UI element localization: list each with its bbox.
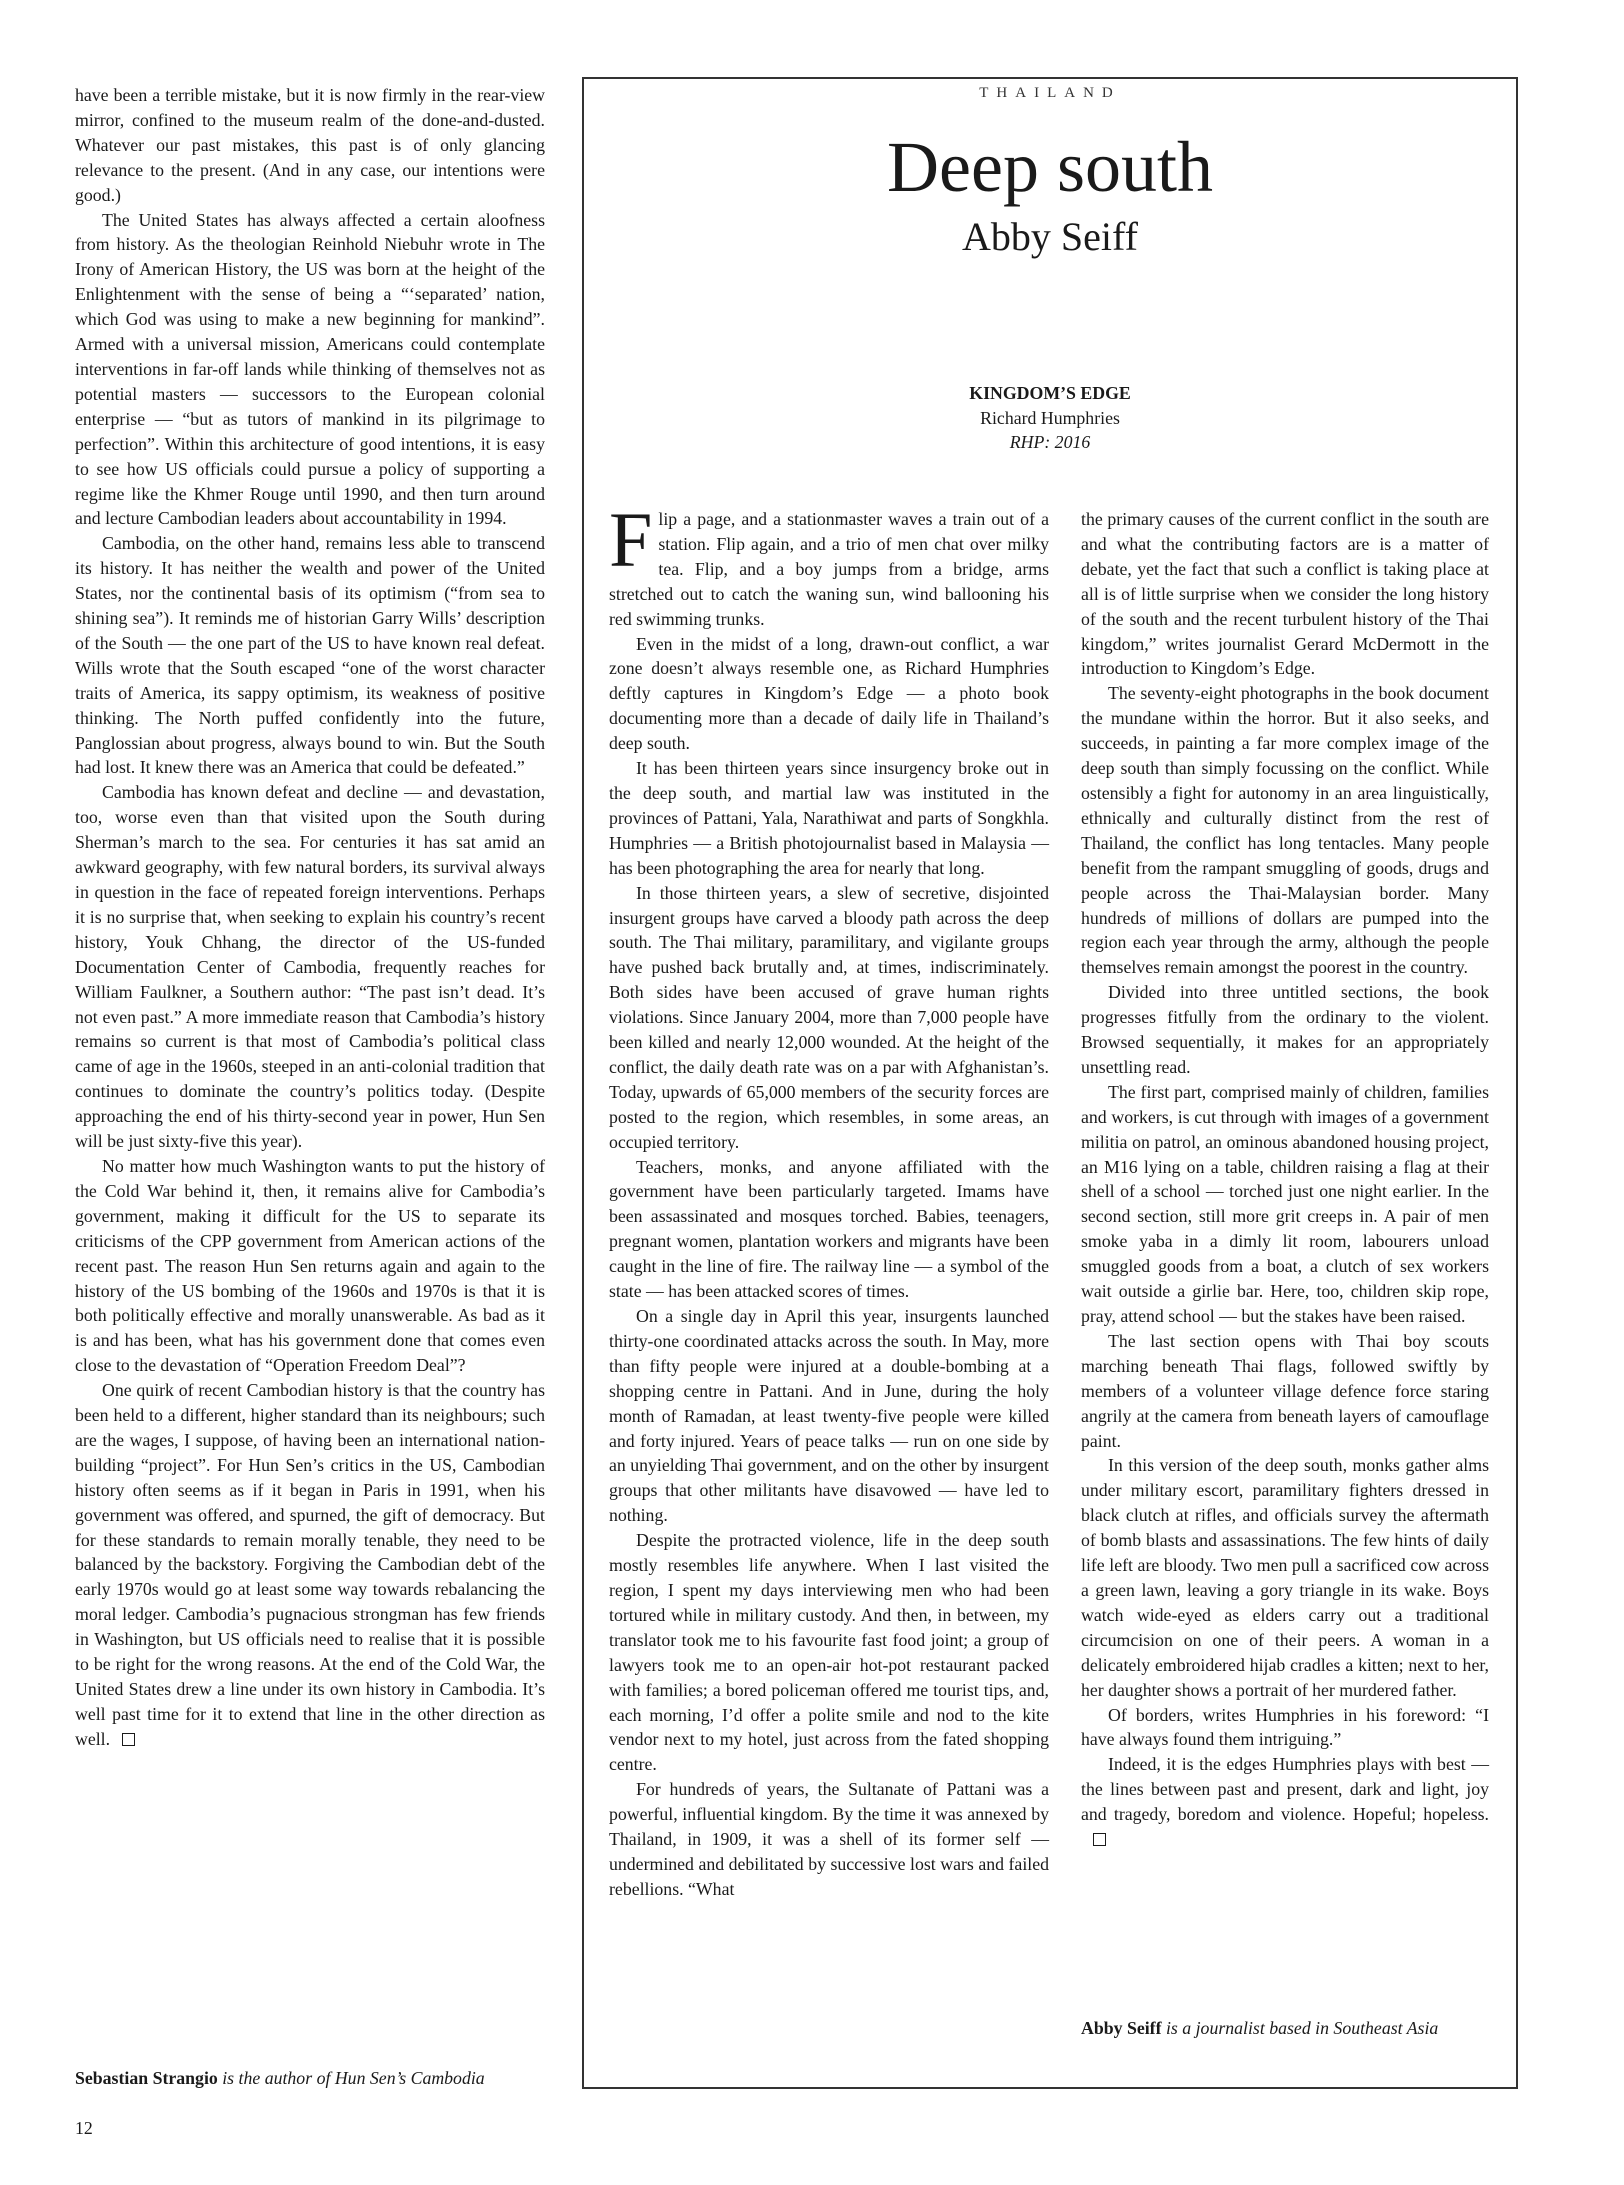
end-mark-icon — [1093, 1833, 1106, 1846]
review-column-left — [609, 496, 1049, 1902]
review-author: Abby Seiff — [962, 214, 1138, 259]
review-paragraph — [1081, 1752, 1489, 1852]
article-paragraph — [75, 1378, 545, 1752]
book-info — [584, 381, 1516, 455]
drop-cap: F — [609, 496, 653, 583]
book-imprint: RHP: 2016 — [1009, 432, 1091, 452]
end-mark-icon — [122, 1733, 135, 1746]
review-paragraph: On a single day in April this year, insurgents launched thirty-one coordinated attacks across the south. In May, more than fifty people were injured at a double-bombing at a shopping centre in Pattani. And in June, during the holy month of Ramadan, at least twenty-five people were killed and forty injured. Years of peace talks — run on one side by an unyielding Thai government, and on the other by insurgent groups that other militants have disavowed — have led to nothing. — [609, 1306, 1049, 1526]
article-paragraph: No matter how much Washington wants to put the history of the Cold War behind it, then, it remains alive for Cambodia’s government, making it difficult for the US to separate its criticisms of the CPP government from American actions of the recent past. The reason Hun Sen returns again and again to the history of the US bombing of the 1960s and 1970s is that it is both politically effective and morally unanswerable. As bad as it is and has been, what has his government done that comes even close to the devastation of “Operation Freedom Deal”? — [75, 1155, 545, 1376]
article-paragraph: Cambodia has known defeat and decline — and devastation, too, worse even than that visited upon the South during Sherman’s march to the sea. For centuries it has sat amid an awkward geography, with few natural borders, its survival always in question in the face of repeated foreign interventions. Perhaps it is no surprise that, when seeking to explain his country’s recent history, Youk Chhang, the director of the US-funded Documentation Center of Cambodia, frequently reaches for William Faulkner, a Southern author: “The past isn’t dead. It’s not even past.” A more immediate reason that Cambodia’s history remains so current is that most of Cambodia’s political class came of age in the 1960s, steeped in an anti-colonial tradition that continues to dominate the country’s politics today. (Despite approaching the end of his thirty-second year in power, Hun Sen will be just sixty-five this year). — [75, 782, 545, 1152]
article-paragraph: The United States has always affected a certain aloofness from history. As the theologian Reinhold Niebuhr wrote in The Irony of American History, the US was born at the height of the Enlightenment with the sense of being a “‘separated’ nation, which God was using to make a new beginning for mankind”. Armed with a universal mission, Americans could contemplate interventions in far-off lands while thinking of themselves not as potential masters — successors to the European colonial enterprise — “but as tutors of mankind in its pilgrimage to perfection”. Within this architecture of good intentions, it is easy to see how US officials could pursue a policy of supporting a regime like the Khmer Rouge until 1990, and then turn around and lecture Cambodian leaders about accountability in 1994. — [75, 209, 545, 529]
review-headline: Deep south — [887, 127, 1213, 207]
review-paragraph: Even in the midst of a long, drawn-out conflict, a war zone doesn’t always resemble one, as Richard Humphries deftly captures in Kingdom’s Edge — a photo book documenting more than a decade of daily life in Thailand’s deep south. — [609, 633, 1049, 754]
review-paragraph: The last section opens with Thai boy scouts marching beneath Thai flags, followed swiftly by members of a volunteer village defence force staring angrily at the camera from beneath layers of camouflage paint. — [1081, 1330, 1489, 1451]
review-box — [582, 77, 1518, 2089]
review-paragraph-text: Indeed, it is the edges Humphries plays with best — the lines between past and present, dark and light, joy and tragedy, boredom and violence. Hopeful; hopeless. — [1081, 1754, 1489, 1825]
page-number: 12 — [75, 2118, 93, 2138]
previous-article-column — [75, 83, 545, 1752]
previous-article-author-byline — [75, 2066, 545, 2090]
review-paragraph: the primary causes of the current conflict in the south are and what the contributing factors are is a matter of debate, yet the fact that such a conflict is taking place at all is of little surprise when we consider the long history of the south and the recent turbulent history of the Thai kingdom,” writes journalist Gerard McDermott in the introduction to Kingdom’s Edge. — [1081, 509, 1489, 679]
review-paragraph: The first part, comprised mainly of children, families and workers, is cut through with images of a government militia on patrol, an ominous abandoned housing project, an M16 lying on a table, children raising a flag at their shell of a school — torched just one night earlier. In the second section, still more grit creeps in. A pair of men smoke yaba in a dimly lit room, labourers unload smuggled goods from a boat, a clutch of sex workers wait outside a girlie bar. Here, too, children skip rope, pray, attend school — but the stakes have been raised. — [1081, 1081, 1489, 1326]
book-title: KINGDOM’S EDGE — [969, 383, 1131, 403]
author-description: is a journalist based in Southeast Asia — [1161, 2018, 1439, 2038]
review-paragraph: In this version of the deep south, monks gather alms under military escort, paramilitary fighters dressed in black clutch at rifles, and officials survey the aftermath of bomb blasts and assassinations. The few hints of daily life left are bloody. Two men pull a sacrificed cow across a green lawn, leaving a gory triangle in its wake. Boys watch wide-eyed as elders carry out a traditional circumcision on one of their peers. A woman in a delicately embroidered hijab cradles a kitten; next to her, her daughter shows a portrait of her murdered father. — [1081, 1455, 1489, 1700]
article-paragraph: have been a terrible mistake, but it is now firmly in the rear-view mirror, confined to the museum realm of the done-and-dusted. Whatever our past mistakes, this past is of only glancing relevance to the present. (And in any case, our intentions were good.) — [75, 85, 545, 205]
section-label: THAILAND — [979, 85, 1121, 101]
review-paragraph: Despite the protracted violence, life in the deep south mostly resembles life anywhere. When I last visited the region, I spent my days interviewing men who had been tortured while in military custody. And then, in between, my translator took me to his favourite fast food joint; a group of lawyers took me to an open-air hot-pot restaurant packed with families; a bored policeman offered me tourist tips, and, each morning, I’d offer a polite smile and nod to the kite vendor next to my hotel, just across from the fated shopping centre. — [609, 1530, 1049, 1775]
author-description: is the author of Hun Sen’s Cambodia — [217, 2068, 485, 2088]
review-paragraph: It has been thirteen years since insurgency broke out in the deep south, and martial law was instituted in the provinces of Pattani, Yala, Narathiwat and parts of Songkhla. Humphries — a British photojournalist based in Malaysia — has been photographing the area for nearly that long. — [609, 758, 1049, 878]
article-paragraph-text: One quirk of recent Cambodian history is that the country has been held to a different, higher standard than its neighbours; such are the wages, I suppose, of having been an international nation-building “project”. For Hun Sen’s critics in the US, Cambodian history often seems as if it began in Paris in 1991, when his government was offered, and spurned, the gift of democracy. But for these standards to remain morally tenable, they need to be balanced by the backstory. Forgiving the Cambodian debt of the early 1970s would go at least some way towards rebalancing the moral ledger. Cambodia’s pugnacious strongman has few friends in Washington, but US officials need to realise that it is possible to be right for the wrong reasons. At the end of the Cold War, the United States drew a line under its own history in Cambodia. It’s well past time for it to extend that line in the other direction as well. — [75, 1380, 545, 1749]
author-name: Sebastian Strangio — [75, 2068, 218, 2088]
review-paragraph — [609, 496, 1049, 632]
review-paragraph: In those thirteen years, a slew of secretive, disjointed insurgent groups have carved a bloody path across the deep south. The Thai military, paramilitary, and vigilante groups have pushed back brutally and, at times, indiscriminately. Both sides have been accused of grave human rights violations. Since January 2004, more than 7,000 people have been killed and nearly 12,000 wounded. At the height of the conflict, the daily death rate was on a par with Afghanistan’s. Today, upwards of 65,000 members of the security forces are posted to the region, which resembles, in some areas, an occupied territory. — [609, 882, 1049, 1152]
review-author-byline — [1081, 2016, 1501, 2040]
review-paragraph: For hundreds of years, the Sultanate of Pattani was a powerful, influential kingdom. By the time it was annexed by Thailand, in 1909, it was a shell of its former self — undermined and debilitated by successive lost wars and failed rebellions. “What — [609, 1779, 1049, 1899]
review-paragraph-text: lip a page, and a stationmaster waves a train out of a station. Flip again, and a trio of men chat over milky tea. Flip, and a boy jumps from a bridge, arms stretched out to catch the waning sun, wind ballooning his red swimming trunks. — [609, 509, 1049, 629]
review-paragraph: The seventy-eight photographs in the book document the mundane within the horror. But it also seeks, and succeeds, in painting a far more complex image of the deep south than simply focussing on the conflict. While ostensibly a fight for autonomy in an area linguistically, ethnically and culturally distinct from the rest of Thailand, the conflict has long tentacles. Many people benefit from the rampant smuggling of goods, drugs and people across the Thai-Malaysian border. Many hundreds of millions of dollars are pumped into the region each year through the army, although the people themselves remain amongst the poorest in the country. — [1081, 683, 1489, 978]
book-author: Richard Humphries — [980, 407, 1120, 428]
article-paragraph: Cambodia, on the other hand, remains less able to transcend its history. It has neither the wealth and power of the United States, nor the continental basis of its optimism (“from sea to shining sea”). It reminds me of historian Garry Wills’ description of the South — the one part of the US to have known real defeat. Wills wrote that the South escaped “one of the worst character traits of America, its sappy optimism, its weakness of positive thinking. The North puffed confidently into the future, Panglossian about progress, always bound to win. But the South had lost. It knew there was an America that could be defeated.” — [75, 533, 545, 778]
review-paragraph: Teachers, monks, and anyone affiliated with the government have been particularly targeted. Imams have been assassinated and mosques torched. Babies, teenagers, pregnant women, plantation workers and migrants have been caught in the line of fire. The railway line — a symbol of the state — has been attacked scores of times. — [609, 1156, 1049, 1302]
review-paragraph: Of borders, writes Humphries in his foreword: “I have always found them intriguing.” — [1081, 1704, 1489, 1750]
review-column-right — [1081, 507, 1489, 1852]
author-name: Abby Seiff — [1081, 2018, 1162, 2038]
review-paragraph: Divided into three untitled sections, the book progresses fitfully from the ordinary to the violent. Browsed sequentially, it makes for an appropriately unsettling read. — [1081, 982, 1489, 1077]
